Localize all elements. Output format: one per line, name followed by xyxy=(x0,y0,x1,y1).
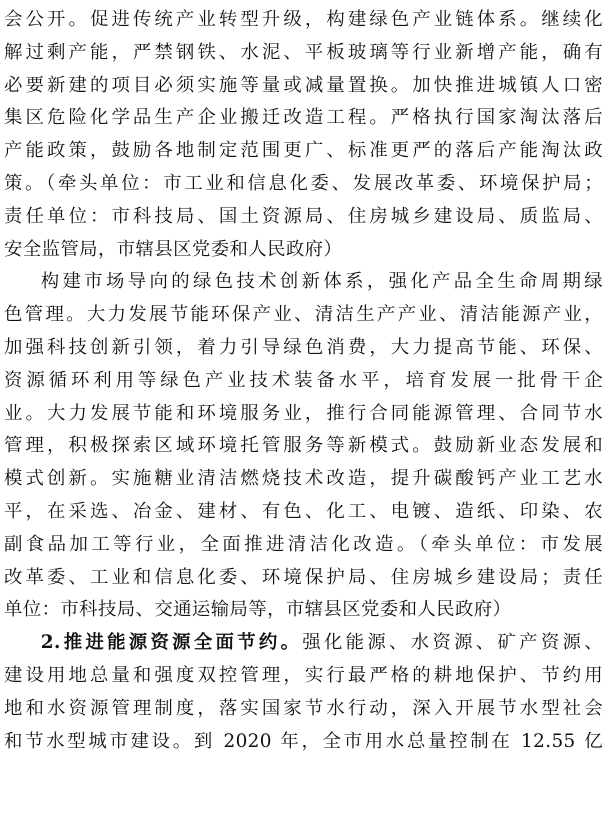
paragraph-green-tech xyxy=(4,266,603,627)
text-line: 色管理。大力发展节能环保产业、清洁生产产业、清洁能源产业， xyxy=(4,304,603,326)
text-line: 业。大力发展节能和环境服务业，推行合同能源管理、合同节水 xyxy=(4,402,603,424)
text-line: 建设用地总量和强度双控管理，实行最严格的耕地保护、节约用 xyxy=(4,664,603,686)
text-line: 责任单位：市科技局、国土资源局、住房城乡建设局、质监局、 xyxy=(4,205,603,227)
text-line: 加强科技创新引领，着力引导绿色消费，大力提高节能、环保、 xyxy=(4,336,603,358)
paragraph-resource-saving xyxy=(4,627,603,758)
text-line: 策。（牵头单位：市工业和信息化委、发展改革委、环境保护局； xyxy=(4,172,603,194)
text-line: 地和水资源管理制度，落实国家节水行动，深入开展节水型社会 xyxy=(4,697,603,719)
paragraph-industry-upgrade xyxy=(4,4,603,266)
text-line: 平，在采选、冶金、建材、有色、化工、电镀、造纸、印染、农 xyxy=(4,500,603,522)
text-line: 和节水型城市建设。到 2020 年，全市用水总量控制在 12.55 亿 xyxy=(4,730,603,752)
text-line: 改革委、工业和信息化委、环境保护局、住房城乡建设局；责任 xyxy=(4,566,603,588)
text-line: 模式创新。实施糖业清洁燃烧技术改造，提升碳酸钙产业工艺水 xyxy=(4,468,603,490)
text-line: 必要新建的项目必须实施等量或减量置换。加快推进城镇人口密 xyxy=(4,74,603,96)
text-line: 副食品加工等行业，全面推进清洁化改造。（牵头单位：市发展 xyxy=(4,533,603,555)
text-line: 单位：市科技局、交通运输局等，市辖县区党委和人民政府） xyxy=(4,599,512,621)
section-heading: 2.推进能源资源全面节约。 xyxy=(40,632,303,654)
text-line: 资源循环利用等绿色产业技术装备水平，培育发展一批骨干企 xyxy=(4,369,603,391)
text-line: 会公开。促进传统产业转型升级，构建绿色产业链体系。继续化 xyxy=(4,9,603,30)
text-line: 安全监管局，市辖县区党委和人民政府） xyxy=(4,238,343,260)
text-fragment: 强化能源、水资源、矿产资源、 xyxy=(302,632,603,654)
text-line: 解过剩产能，严禁钢铁、水泥、平板玻璃等行业新增产能，确有 xyxy=(4,41,603,63)
text-line: 构建市场导向的绿色技术创新体系，强化产品全生命周期绿 xyxy=(40,271,603,293)
text-line: 集区危险化学品生产企业搬迁改造工程。严格执行国家淘汰落后 xyxy=(4,107,603,129)
text-line: 产能政策，鼓励各地制定范围更广、标准更严的落后产能淘汰政 xyxy=(4,140,603,162)
text-line: 管理，积极探索区域环境托管服务等新模式。鼓励新业态发展和 xyxy=(4,435,603,457)
text-line-with-heading xyxy=(4,627,603,660)
